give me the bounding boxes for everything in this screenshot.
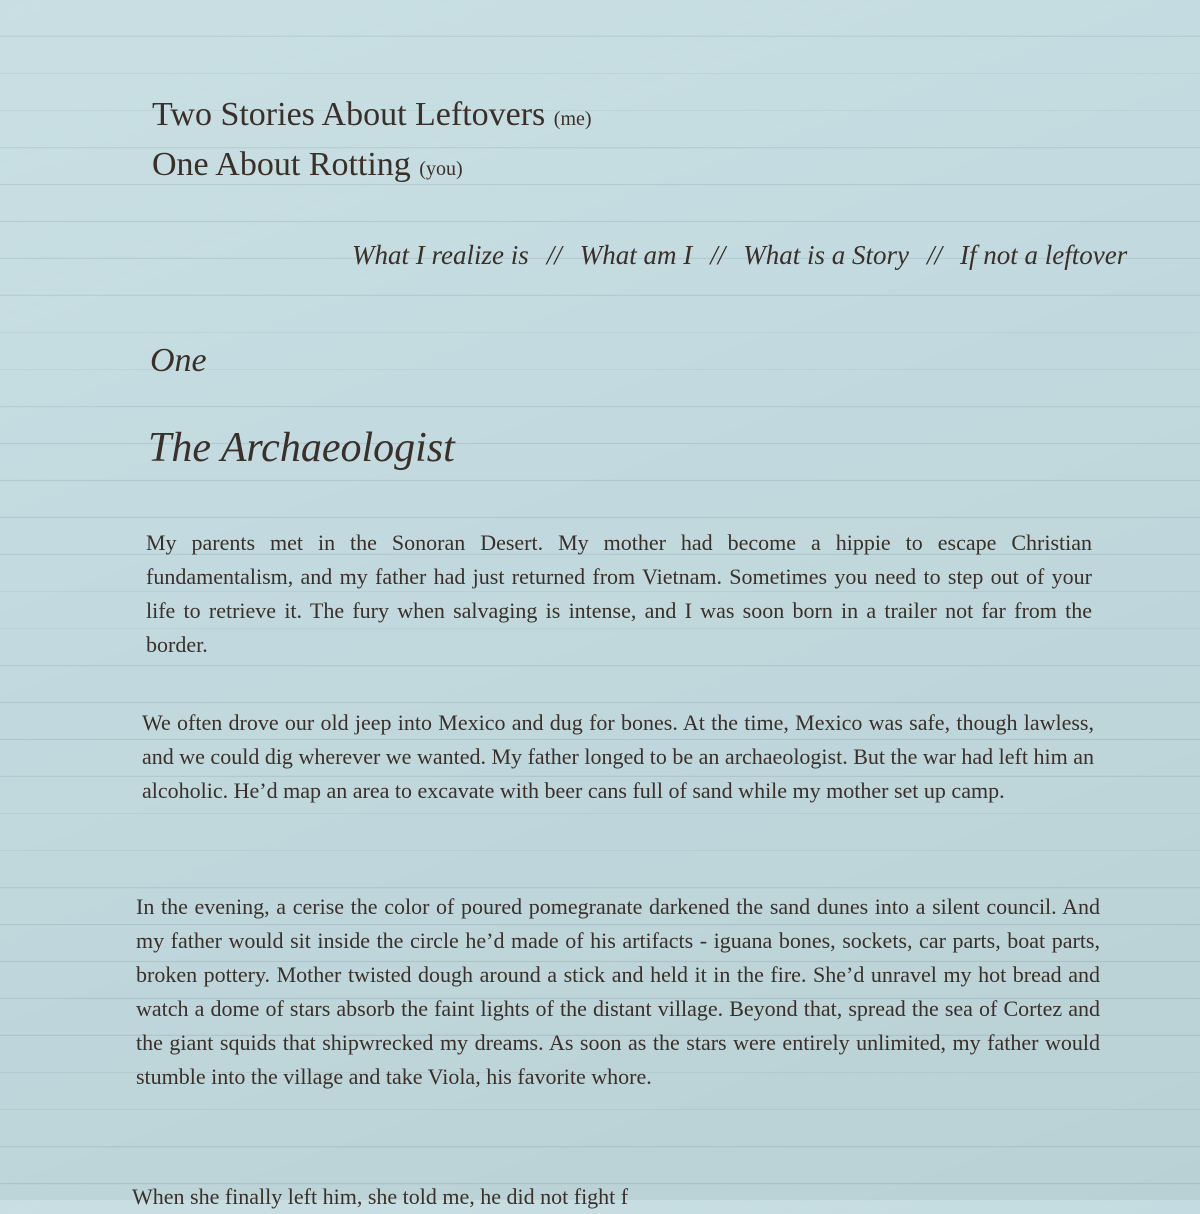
title-line-2-main: One About Rotting	[152, 146, 411, 183]
epigraph-separator: //	[927, 240, 943, 270]
epigraph-part: What is a Story	[743, 240, 909, 270]
title-line-1-aside: (me)	[553, 108, 592, 130]
section-number: One	[150, 342, 207, 379]
title-line-1-main: Two Stories About Leftovers	[152, 96, 546, 133]
epigraph-part: If not a leftover	[960, 240, 1128, 270]
body-paragraph: In the evening, a cerise the color of poured pomegranate darkened the sand dunes into a silent council. And my father would sit inside the circle he’d made of his artifacts - iguana bones, sockets, car parts, boat parts, broken pottery. Mother twisted dough around a stick and held it in the fire. She’d unravel my hot bread and watch a dome of stars absorb the faint lights of the distant village. Beyond that, spread the sea of Cortez and the giant squids that shipwrecked my dreams. As soon as the stars were entirely unlimited, my father would stumble into the village and take Viola, his favorite whore.	[136, 894, 1100, 1089]
body-paragraph: We often drove our old jeep into Mexico and dug for bones. At the time, Mexico was safe, though lawless, and we could dig wherever we wanted. My father longed to be an archaeologist. But the war had left him an alcoholic. He’d map an area to excavate with beer cans full of sand while my mother set up camp.	[142, 710, 1094, 803]
document-title	[152, 92, 852, 192]
chapter-title: The Archaeologist	[148, 425, 455, 471]
title-line-2-aside: (you)	[419, 158, 463, 180]
title-line-2	[152, 142, 852, 192]
body-paragraph: My parents met in the Sonoran Desert. My mother had become a hippie to escape Christian fundamentalism, and my father had just returned from Vietnam. Sometimes you need to step out of your life to retrieve it. The fury when salvaging is intense, and I was soon born in a trailer not far from the border.	[146, 530, 1092, 657]
epigraph-separator: //	[546, 240, 562, 270]
epigraph	[352, 240, 1200, 271]
epigraph-part: What am I	[579, 240, 693, 270]
title-line-1	[152, 92, 852, 142]
body-paragraph-cut-off: When she finally left him, she told me, he did not fight f	[132, 1184, 629, 1209]
epigraph-separator: //	[710, 240, 726, 270]
epigraph-part: What I realize is	[352, 240, 529, 270]
